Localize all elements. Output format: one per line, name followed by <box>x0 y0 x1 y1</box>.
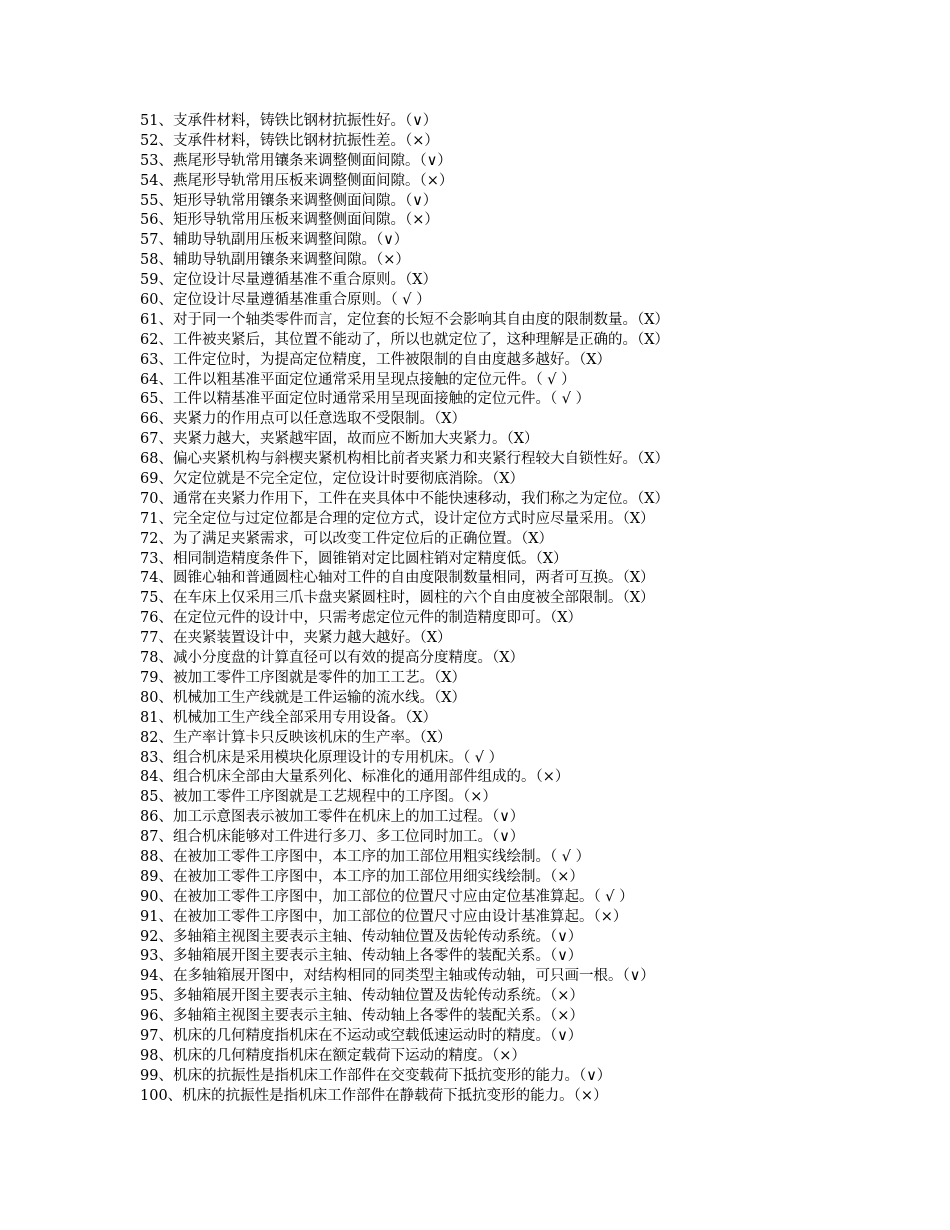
question-line: 87、组合机床能够对工件进行多刀、多工位同时加工。（∨） <box>140 829 525 846</box>
question-line: 91、在被加工零件工序图中，加工部位的位置尺寸应由设计基准算起。（×） <box>140 908 628 925</box>
question-line: 52、支承件材料，铸铁比钢材抗振性差。（×） <box>140 132 439 149</box>
question-line: 65、工件以精基准平面定位时通常采用呈现面接触的定位元件。（ √ ） <box>140 391 591 408</box>
question-line: 79、被加工零件工序图就是零件的加工工艺。（X） <box>140 669 467 686</box>
question-line: 80、机械加工生产线就是工件运输的流水线。（X） <box>140 689 467 706</box>
question-line: 60、定位设计尽量遵循基准重合原则。（ √ ） <box>140 292 431 309</box>
question-line: 90、在被加工零件工序图中，加工部位的位置尺寸应由定位基准算起。（ √ ） <box>140 888 634 905</box>
question-line: 62、工件被夹紧后，其位置不能动了，所以也就定位了，这种理解是正确的。（X） <box>140 331 670 348</box>
question-line: 75、在车床上仅采用三爪卡盘夹紧圆柱时，圆柱的六个自由度被全部限制。（X） <box>140 590 655 607</box>
question-line: 70、通常在夹紧力作用下，工件在夹具体中不能快速移动，我们称之为定位。（X） <box>140 490 670 507</box>
question-line: 82、生产率计算卡只反映该机床的生产率。（X） <box>140 729 452 746</box>
question-line: 74、圆锥心轴和普通圆柱心轴对工件的自由度限制数量相同，两者可互换。（X） <box>140 570 655 587</box>
question-line: 92、多轴箱主视图主要表示主轴、传动轴位置及齿轮传动系统。（∨） <box>140 928 583 945</box>
question-line: 77、在夹紧装置设计中，夹紧力越大越好。（X） <box>140 630 452 647</box>
question-line: 59、定位设计尽量遵循基准不重合原则。（X） <box>140 272 438 289</box>
question-line: 72、为了满足夹紧需求，可以改变工件定位后的正确位置。（X） <box>140 530 554 547</box>
question-line: 54、燕尾形导轨常用压板来调整侧面间隙。（×） <box>140 172 454 189</box>
question-line: 85、被加工零件工序图就是工艺规程中的工序图。（×） <box>140 789 497 806</box>
question-line: 68、偏心夹紧机构与斜楔夹紧机构相比前者夹紧力和夹紧行程较大自锁性好。（X） <box>140 451 670 468</box>
question-line: 96、多轴箱主视图主要表示主轴、传动轴上各零件的装配关系。（×） <box>140 1008 584 1025</box>
question-line: 57、辅助导轨副用压板来调整间隙。（∨） <box>140 232 409 249</box>
question-line: 83、组合机床是采用模块化原理设计的专用机床。（ √ ） <box>140 749 504 766</box>
question-line: 69、欠定位就是不完全定位，定位设计时要彻底消除。（X） <box>140 471 525 488</box>
question-line: 67、夹紧力越大，夹紧越牢固，故而应不断加大夹紧力。（X） <box>140 431 539 448</box>
question-line: 63、工件定位时，为提高定位精度，工件被限制的自由度越多越好。（X） <box>140 351 612 368</box>
question-line: 95、多轴箱展开图主要表示主轴、传动轴位置及齿轮传动系统。（×） <box>140 988 584 1005</box>
question-line: 89、在被加工零件工序图中，本工序的加工部位用细实线绘制。（×） <box>140 868 584 885</box>
question-line: 100、机床的抗振性是指机床工作部件在静载荷下抵抗变形的能力。（×） <box>140 1087 608 1104</box>
question-line: 88、在被加工零件工序图中，本工序的加工部位用粗实线绘制。（ √ ） <box>140 848 591 865</box>
question-line: 97、机床的几何精度指机床在不运动或空载低速运动时的精度。（∨） <box>140 1027 583 1044</box>
question-line: 56、矩形导轨常用压板来调整侧面间隙。（×） <box>140 212 439 229</box>
question-line: 94、在多轴箱展开图中，对结构相同的同类型主轴或传动轴，可只画一根。（∨） <box>140 968 655 985</box>
question-line: 84、组合机床全部由大量系列化、标准化的通用部件组成的。（×） <box>140 769 570 786</box>
question-line: 51、支承件材料，铸铁比钢材抗振性好。（∨） <box>140 113 438 129</box>
question-line: 55、矩形导轨常用镶条来调整侧面间隙。（∨） <box>140 192 438 209</box>
question-line: 61、对于同一个轴类零件而言，定位套的长短不会影响其自由度的限制数量。（X） <box>140 311 670 328</box>
question-line: 98、机床的几何精度指机床在额定载荷下运动的精度。（×） <box>140 1047 526 1064</box>
question-line: 78、减小分度盘的计算直径可以有效的提高分度精度。（X） <box>140 650 525 667</box>
question-line: 93、多轴箱展开图主要表示主轴、传动轴上各零件的装配关系。（∨） <box>140 948 583 965</box>
question-line: 73、相同制造精度条件下，圆锥销对定比圆柱销对定精度低。（X） <box>140 550 568 567</box>
question-line: 66、夹紧力的作用点可以任意选取不受限制。（X） <box>140 411 467 428</box>
question-line: 53、燕尾形导轨常用镶条来调整侧面间隙。（∨） <box>140 152 452 169</box>
question-line: 64、工件以粗基准平面定位通常采用呈现点接触的定位元件。（ √ ） <box>140 371 576 388</box>
question-line: 71、完全定位与过定位都是合理的定位方式，设计定位方式时应尽量采用。（X） <box>140 510 655 527</box>
question-line: 86、加工示意图表示被加工零件在机床上的加工过程。（∨） <box>140 809 525 826</box>
question-line: 76、在定位元件的设计中，只需考虑定位元件的制造精度即可。（X） <box>140 610 583 627</box>
question-line: 58、辅助导轨副用镶条来调整间隙。（×） <box>140 252 410 269</box>
document-page <box>140 112 920 1107</box>
question-line: 99、机床的抗振性是指机床工作部件在交变载荷下抵抗变形的能力。（∨） <box>140 1067 612 1084</box>
question-line: 81、机械加工生产线全部采用专用设备。（X） <box>140 709 438 726</box>
